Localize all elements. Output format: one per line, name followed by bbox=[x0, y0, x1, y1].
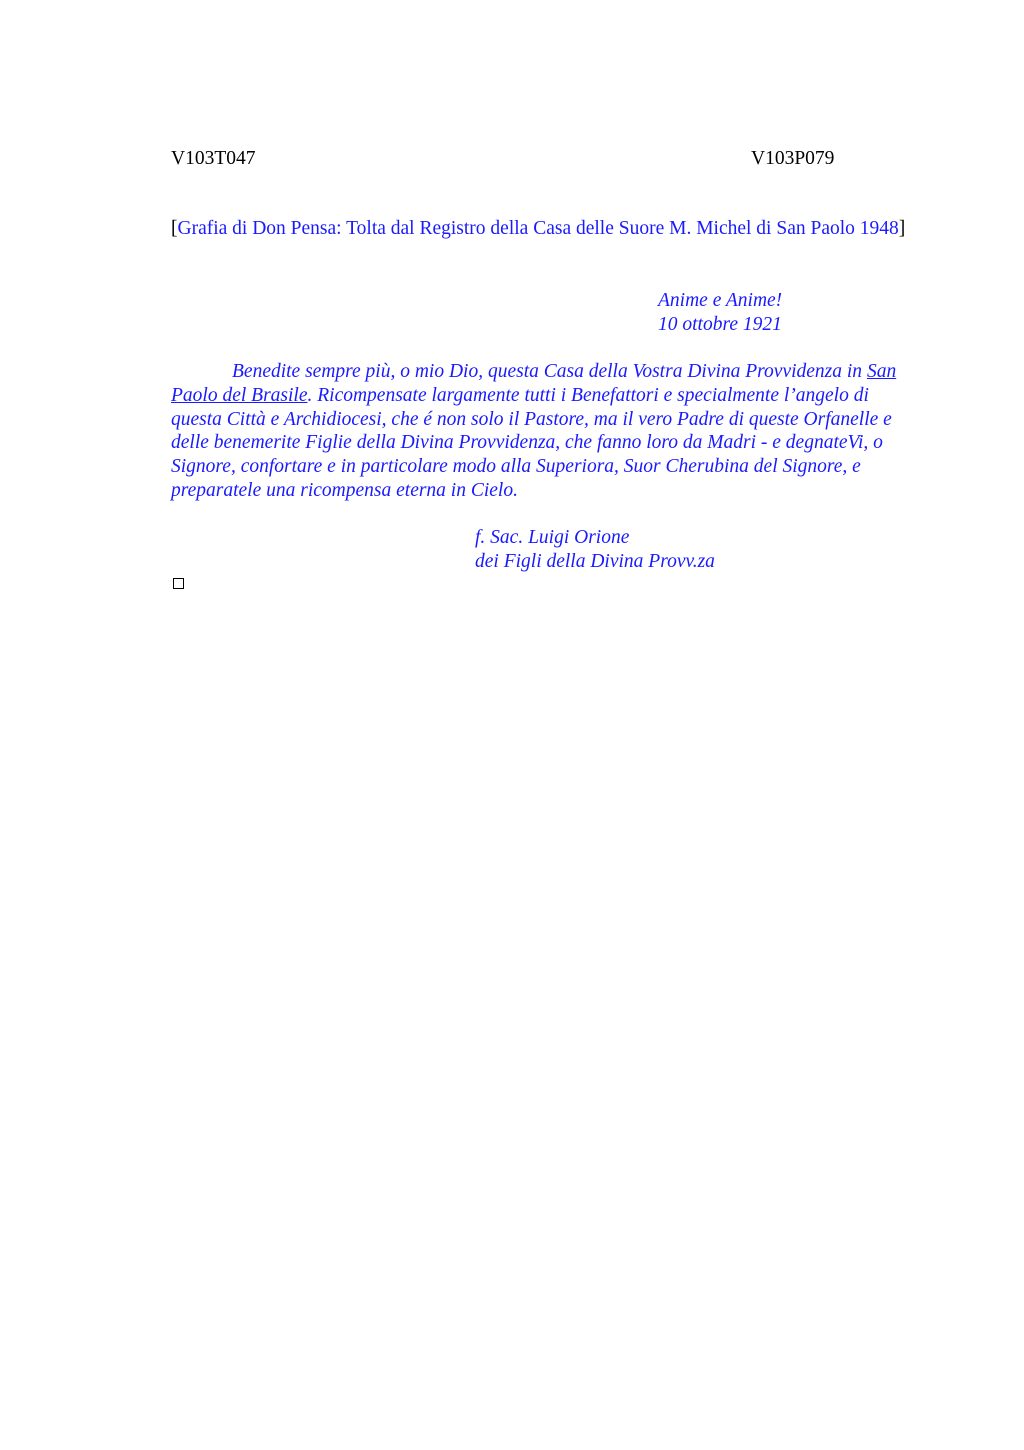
letter-body bbox=[171, 360, 909, 503]
body-underlined-place: San Paolo del Brasile bbox=[171, 361, 897, 406]
end-of-document-box-icon bbox=[173, 578, 184, 589]
heading-motto: Anime e Anime! bbox=[658, 290, 783, 311]
body-part-2: . Ricompensate largamente tutti i Benefattori e specialmente l’angelo di questa Città e Archidiocesi, che é non solo il Pastore, ma il vero Padre di queste Orfanelle e delle benemerite Figlie della Divina Provvidenza, che fanno loro da Madri - e degnateVi, o Signore, confortare e in particolare modo alla Superiora, Suor Cherubina del Signore, e preparatele una ricompensa eterna in Cielo. bbox=[171, 384, 892, 501]
body-part-1: Benedite sempre più, o mio Dio, questa Casa della Vostra Divina Provvidenza in bbox=[232, 361, 867, 382]
signature-name: f. Sac. Luigi Orione bbox=[475, 527, 630, 548]
editorial-note bbox=[171, 217, 911, 241]
document-code-right: V103P079 bbox=[751, 148, 835, 169]
letter-signature bbox=[475, 526, 715, 574]
document-code-left: V103T047 bbox=[171, 148, 256, 169]
note-open-bracket: [ bbox=[171, 218, 178, 239]
letter-heading bbox=[658, 289, 782, 336]
heading-date: 10 ottobre 1921 bbox=[658, 313, 782, 335]
note-text: Grafia di Don Pensa: Tolta dal Registro della Casa delle Suore M. Michel di San Paolo 1948 bbox=[177, 218, 899, 239]
note-close-bracket: ] bbox=[898, 218, 906, 239]
signature-title: dei Figli della Divina Provv.za bbox=[475, 551, 715, 572]
